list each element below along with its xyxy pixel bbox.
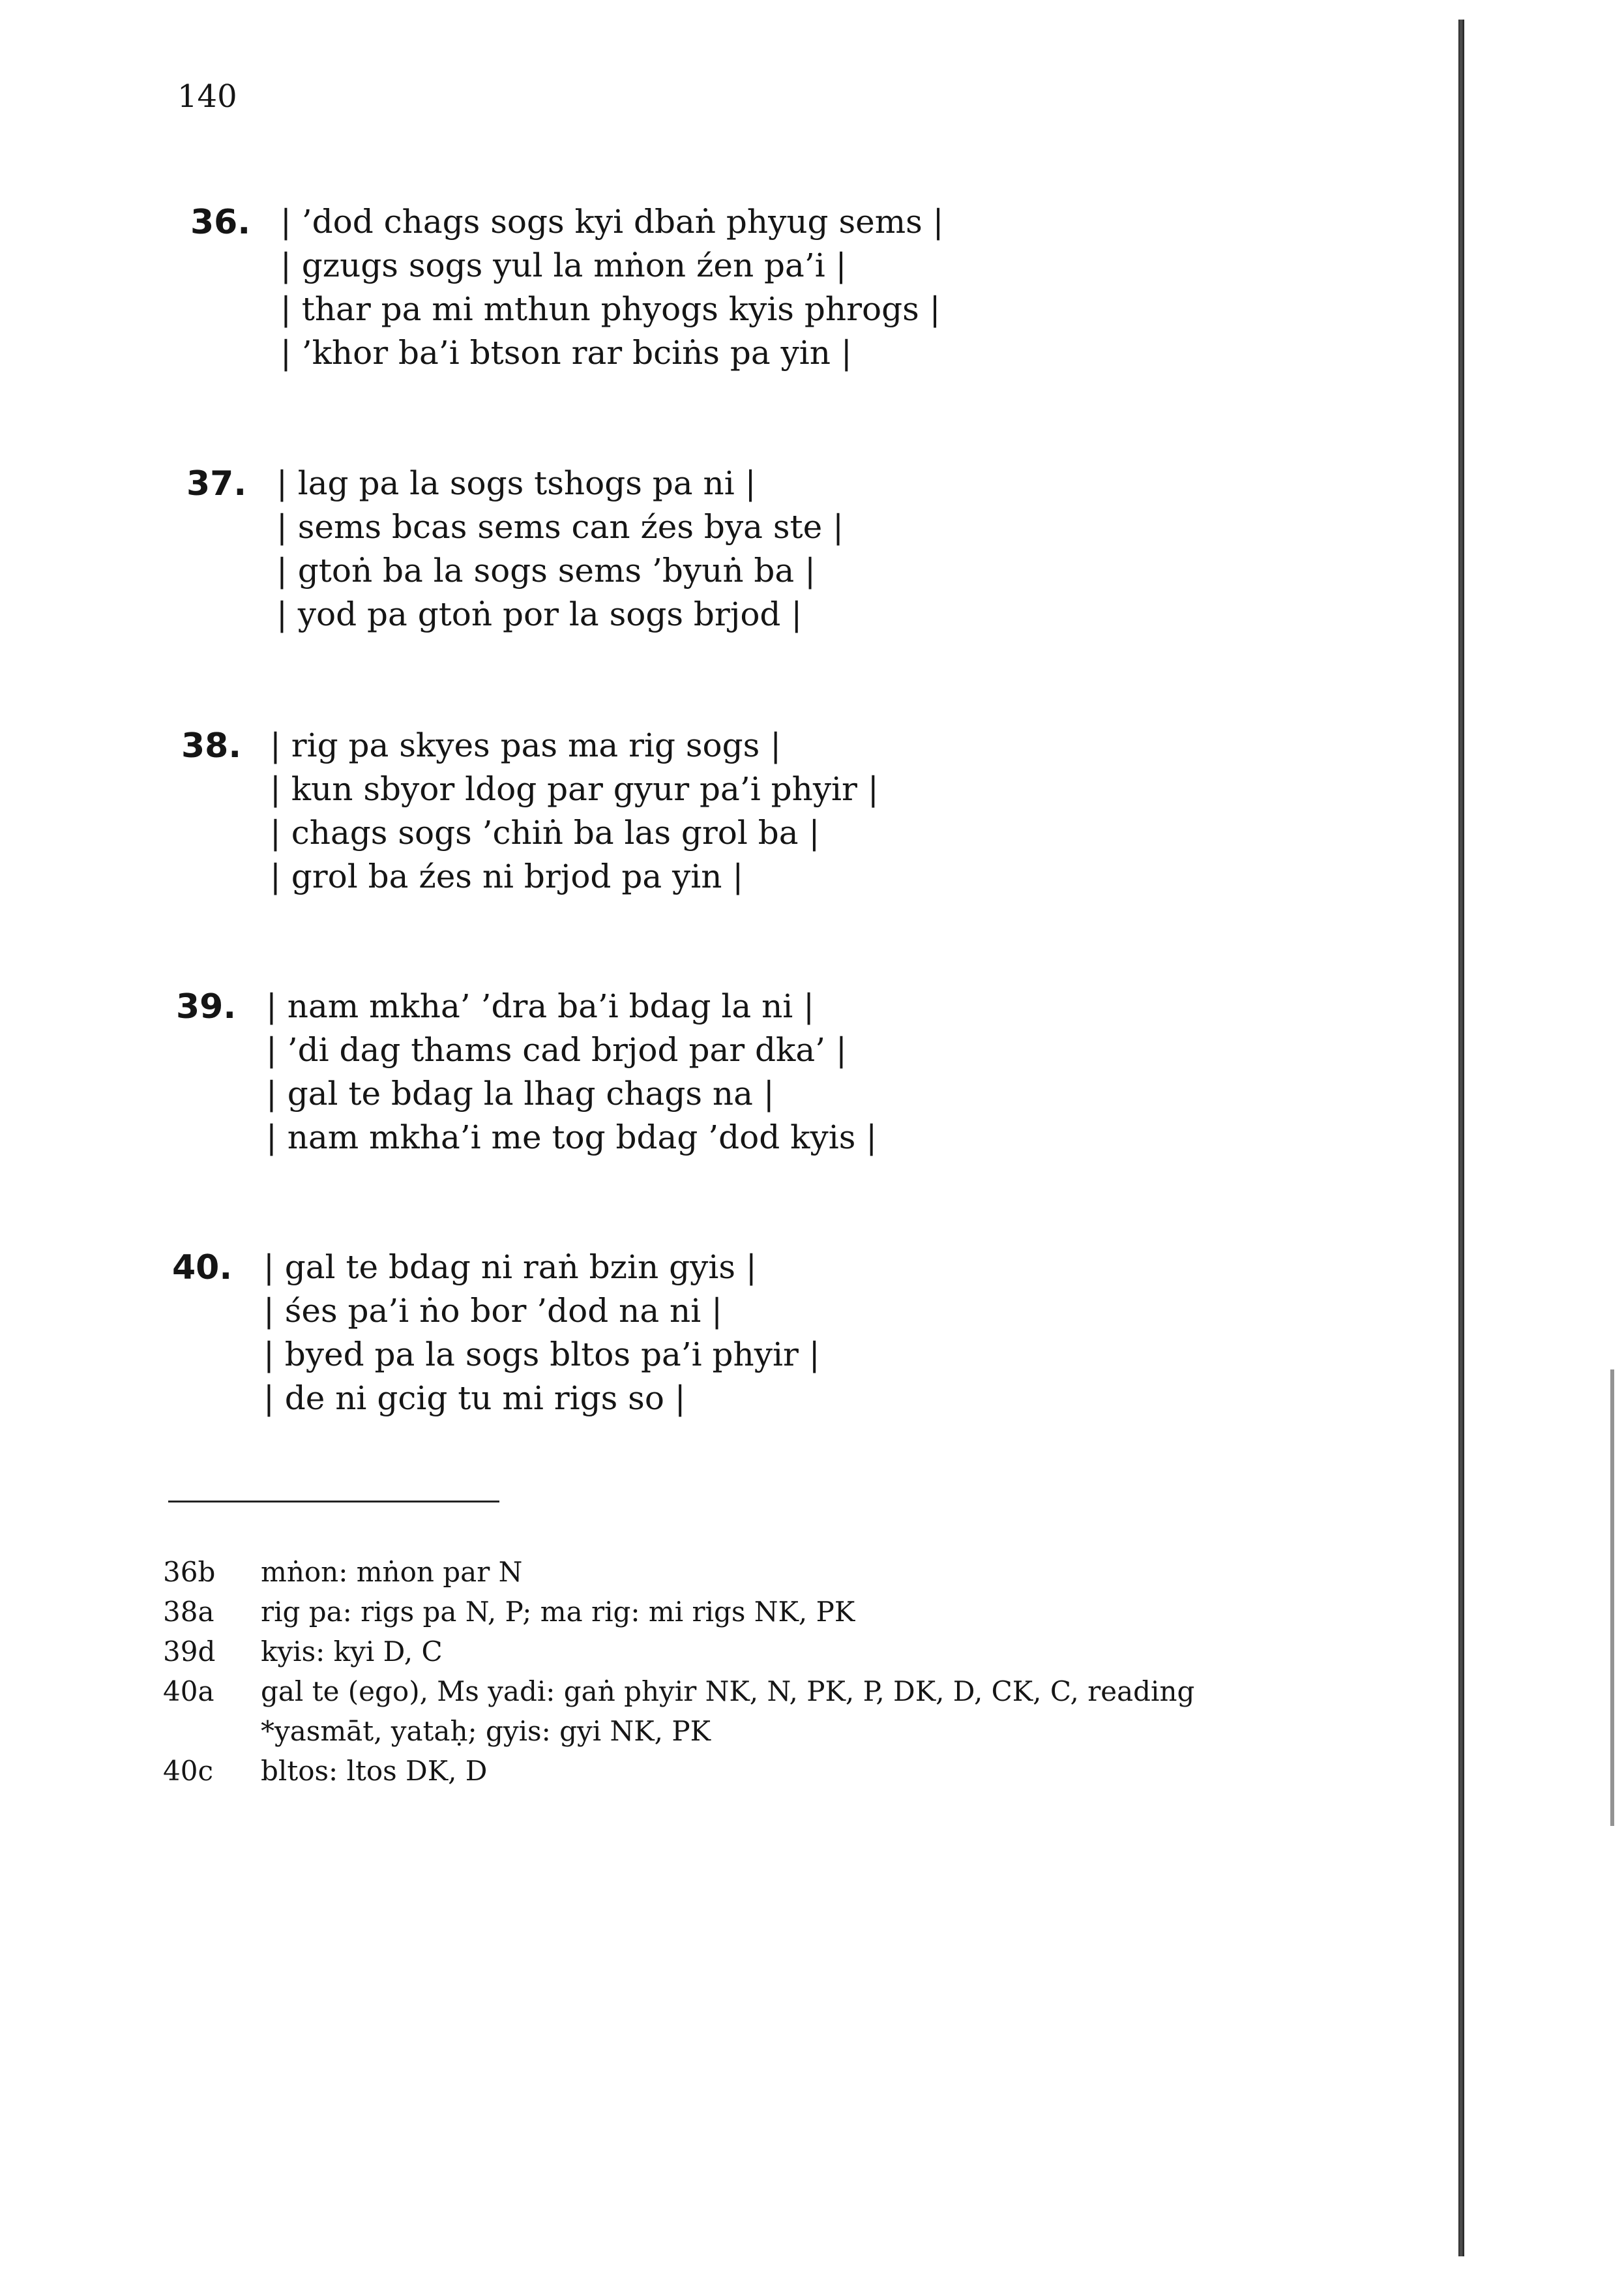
footnote-text-line: gal te (ego), Ms yadi: gaṅ phyir NK, N, PK, P, DK, D, CK, C, reading [261, 1675, 1195, 1707]
binding-shadow [1610, 1369, 1614, 1826]
verse-line: | nam mkha’i me tog bdag ’dod kyis | [266, 1118, 878, 1156]
verse-line: | yod pa gtoṅ por la sogs brjod | [276, 595, 803, 633]
verse-line: | de ni gcig tu mi rigs so | [263, 1379, 686, 1417]
footnote-text [261, 1552, 522, 1592]
footnote-rule [168, 1501, 499, 1502]
footnote-text [261, 1592, 855, 1632]
verse-line: | rig pa skyes pas ma rig sogs | [270, 726, 782, 764]
verse-line: | grol ba źes ni brjod pa yin | [270, 858, 744, 895]
verse-line: | gtoṅ ba la sogs sems ’byuṅ ba | [276, 552, 816, 590]
footnote [163, 1632, 1194, 1671]
verse-line: | gal te bdag ni raṅ bzin gyis | [263, 1248, 757, 1286]
verse-line: | kun sbyor ldog par gyur pa’i phyir | [270, 770, 879, 808]
footnote [163, 1552, 1194, 1592]
footnote-text [261, 1632, 443, 1671]
footnote [163, 1671, 1194, 1751]
verse-line: | chags sogs ’chiṅ ba las grol ba | [270, 814, 820, 852]
verse-lines [266, 985, 877, 1159]
verse-lines [276, 462, 844, 636]
verse-number: 40. [172, 1248, 233, 1287]
footnote-ref: 38a [163, 1596, 214, 1628]
verse-line: | śes pa’i ṅo bor ’dod na ni | [263, 1292, 722, 1330]
footnote-text [261, 1671, 1194, 1751]
verse-line: | ’di dag thams cad brjod par dka’ | [266, 1031, 847, 1069]
verse-number: 37. [186, 464, 247, 503]
verse-number: 39. [176, 987, 237, 1026]
verse-line: | sems bcas sems can źes bya ste | [276, 508, 844, 546]
footnote-text-continuation: *yasmāt, yataḥ; gyis: gyi NK, PK [261, 1715, 711, 1747]
page-number: 140 [177, 78, 237, 115]
footnote-text-line: kyis: kyi D, C [261, 1636, 443, 1667]
footnote [163, 1592, 1194, 1632]
footnote-text-line: mṅon: mṅon par N [261, 1556, 523, 1588]
verse-line: | thar pa mi mthun phyogs kyis phrogs | [280, 290, 941, 328]
verse-lines [280, 200, 944, 375]
footnotes [163, 1552, 1194, 1791]
verse-lines [263, 1246, 820, 1420]
verse-line: | lag pa la sogs tshogs pa ni | [276, 464, 756, 502]
footnote-ref: 36b [163, 1556, 216, 1588]
binding-edge [1458, 20, 1464, 2256]
footnote [163, 1751, 1194, 1791]
footnote-ref: 40a [163, 1675, 214, 1707]
verse-number: 36. [190, 203, 251, 242]
verse-lines [270, 724, 879, 899]
footnote-ref: 39d [163, 1636, 216, 1667]
verse-line: | ’dod chags sogs kyi dbaṅ phyug sems | [280, 203, 944, 241]
footnote-ref: 40c [163, 1755, 213, 1787]
footnote-text-line: rig pa: rigs pa N, P; ma rig: mi rigs NK, PK [261, 1596, 855, 1628]
footnote-text-line: bltos: ltos DK, D [261, 1755, 488, 1787]
verse-line: | ’khor ba’i btson rar bciṅs pa yin | [280, 334, 852, 372]
verse-line: | byed pa la sogs bltos pa’i phyir | [263, 1336, 820, 1373]
verse-line: | gal te bdag la lhag chags na | [266, 1075, 775, 1113]
verse-line: | gzugs sogs yul la mṅon źen pa’i | [280, 247, 847, 284]
verse-line: | nam mkha’ ’dra ba’i bdag la ni | [266, 987, 815, 1025]
footnote-text [261, 1751, 487, 1791]
verse-number: 38. [181, 726, 242, 766]
